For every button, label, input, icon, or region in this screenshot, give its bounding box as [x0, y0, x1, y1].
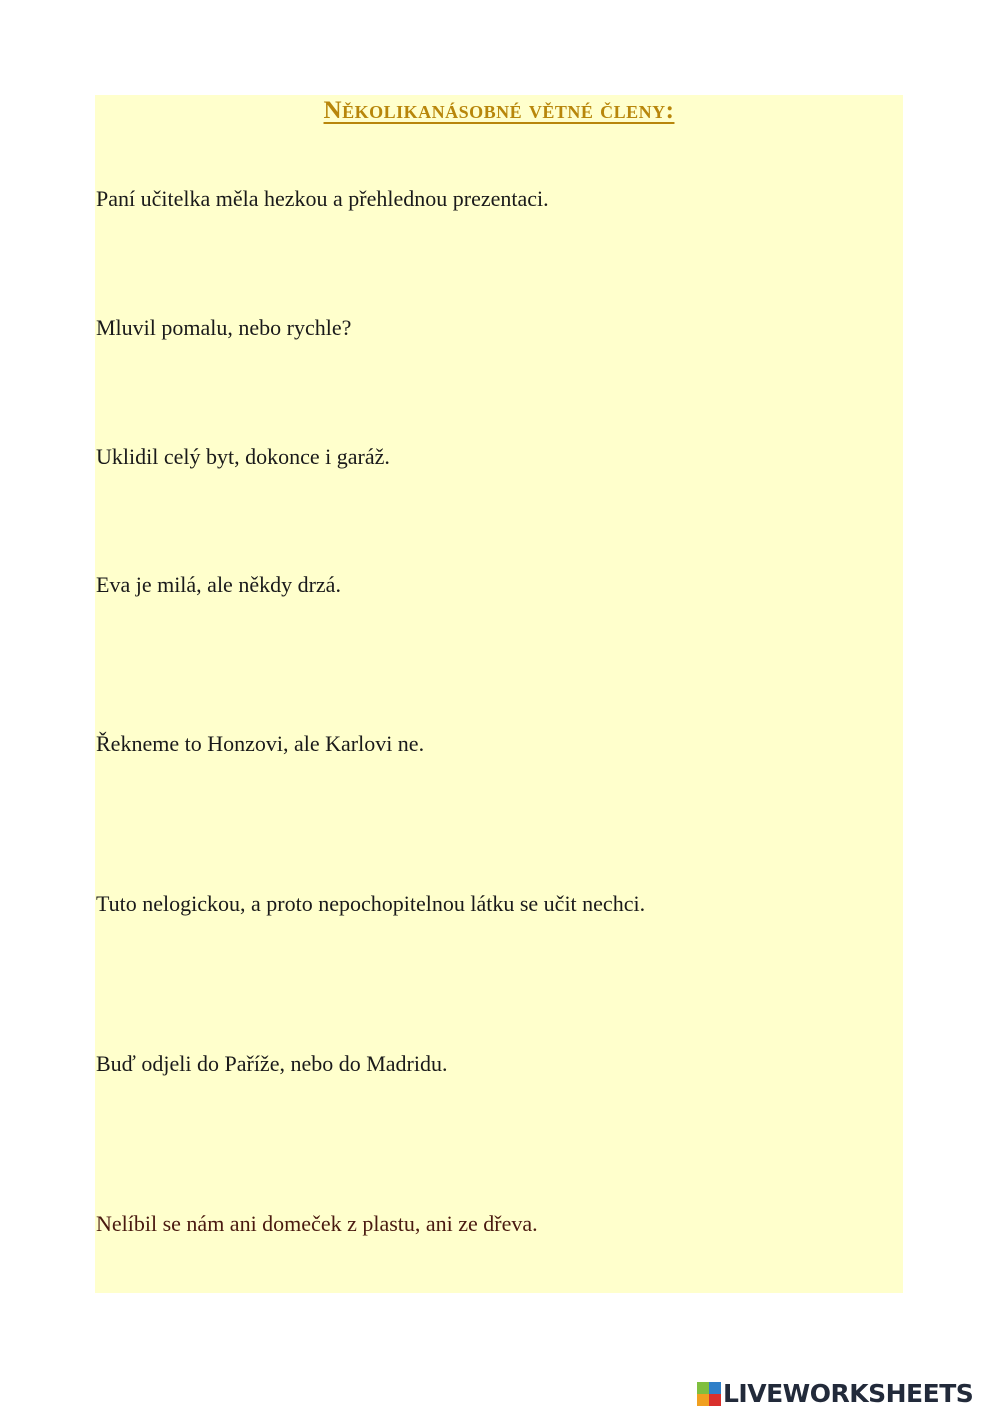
- sentence-7: Buď odjeli do Paříže, nebo do Madridu.: [96, 1051, 448, 1076]
- worksheet-title: Několikanásobné větné členy:: [323, 97, 675, 124]
- sentence-1: Paní učitelka měla hezkou a přehlednou prezentaci.: [96, 186, 549, 211]
- sentence-4: Eva je milá, ale někdy drzá.: [96, 572, 341, 597]
- worksheet-panel: [95, 95, 903, 1293]
- logo-text: LIVEWORKSHEETS: [723, 1379, 974, 1408]
- sentence-3: Uklidil celý byt, dokonce i garáž.: [96, 444, 390, 469]
- sentence-2: Mluvil pomalu, nebo rychle?: [96, 315, 352, 340]
- liveworksheets-logo-icon: [697, 1382, 721, 1406]
- liveworksheets-logo[interactable]: [697, 1379, 973, 1409]
- sentence-8: Nelíbil se nám ani domeček z plastu, ani ze dřeva.: [96, 1211, 538, 1236]
- sentence-5: Řekneme to Honzovi, ale Karlovi ne.: [96, 731, 425, 756]
- sentence-6: Tuto nelogickou, a proto nepochopitelnou látku se učit nechci.: [96, 891, 646, 916]
